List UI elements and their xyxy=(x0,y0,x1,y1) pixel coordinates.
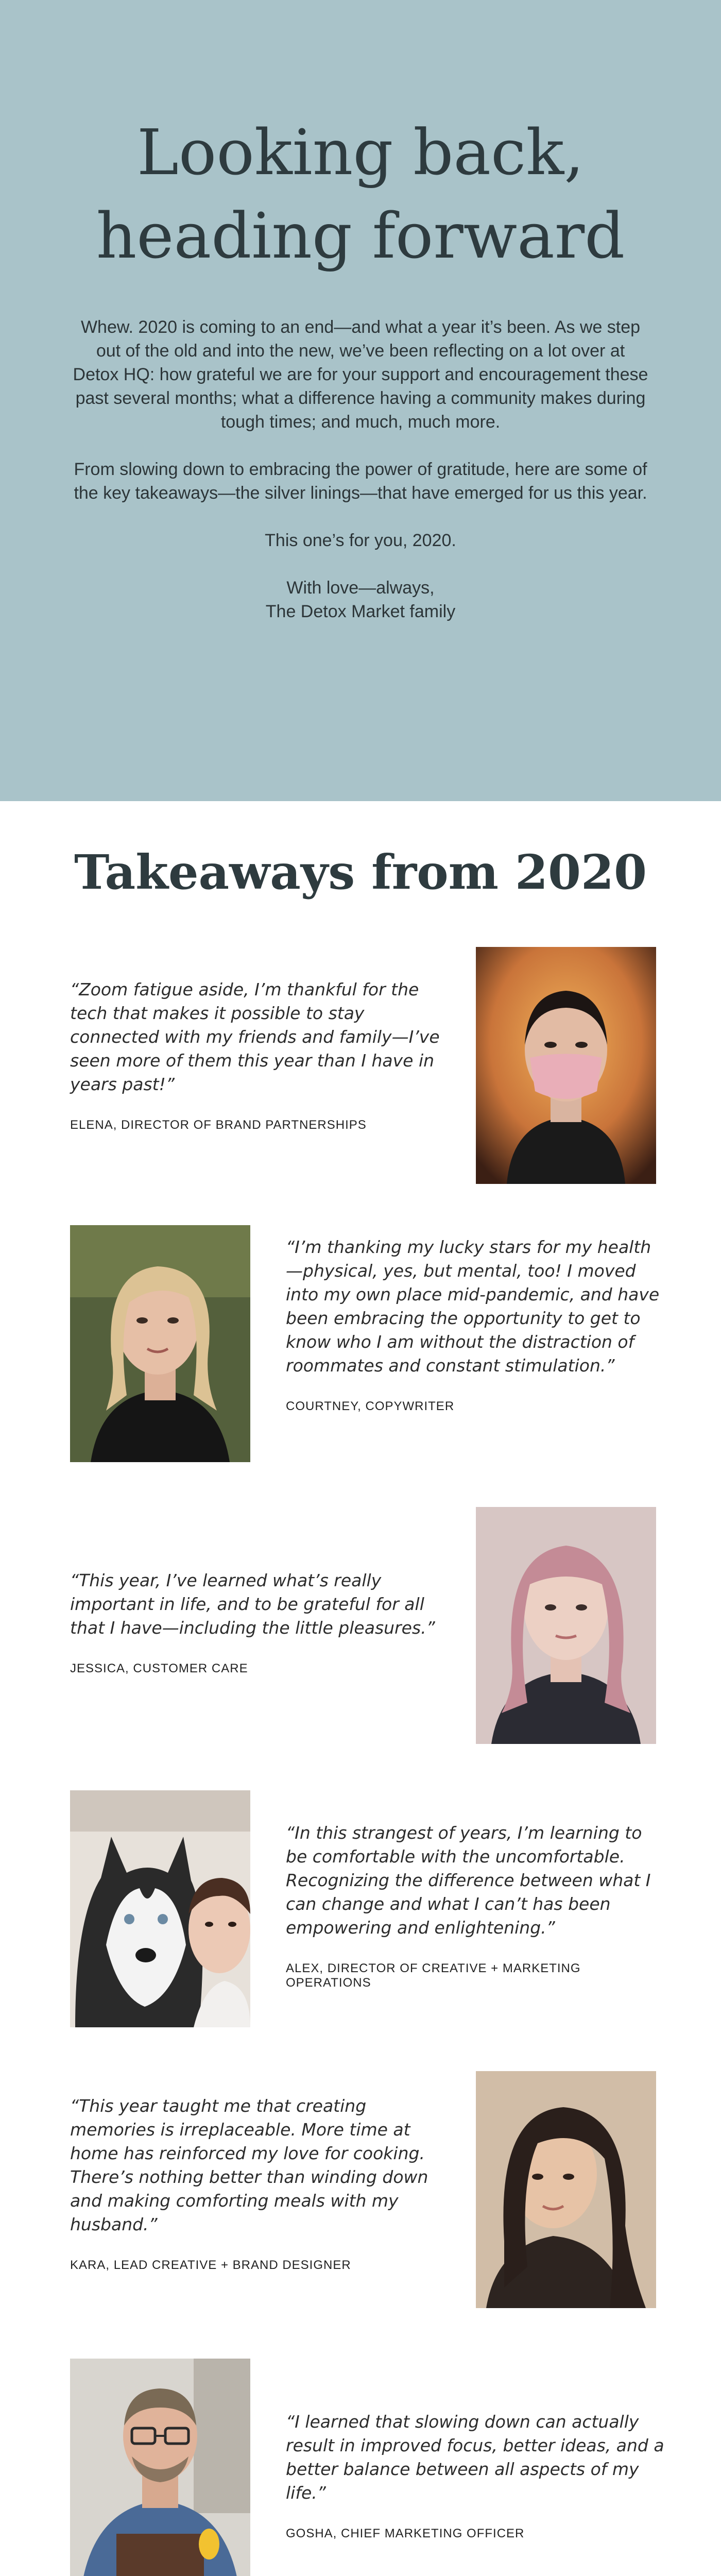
takeaway-text xyxy=(70,978,441,1132)
takeaway-quote: “Zoom fatigue aside, I’m thankful for the tech that makes it possible to stay connected with my friends and family—I’ve seen more of them this year than I have in years past!” xyxy=(70,979,440,1094)
takeaway-quote: “This year taught me that creating memories is irreplaceable. More time at home has reinforced my love for cooking. There’s nothing better than winding down and making comforting meals with my husband.” xyxy=(70,2096,428,2234)
portrait-photo xyxy=(70,1790,250,2027)
takeaway-text xyxy=(286,1235,667,1414)
hero-title-line2: heading forward xyxy=(96,199,625,273)
takeaway-quote: “In this strangest of years, I’m learning to be comfortable with the uncomfortable. Recognizing the difference between what I can change and what I can’t has been empowering and enlightening.” xyxy=(286,1823,651,1938)
takeaway-text xyxy=(286,1821,667,1990)
takeaway-author: ALEX, DIRECTOR OF CREATIVE + MARKETING OPERATIONS xyxy=(286,1961,581,1990)
takeaway-text xyxy=(70,1569,441,1676)
takeaway-quote: “I learned that slowing down can actually result in improved focus, better ideas, and a better balance between all aspects of my life.” xyxy=(286,2412,664,2503)
hero-title xyxy=(0,111,721,278)
takeaway-quote: “This year, I’ve learned what’s really important in life, and to be grateful for all that I have—including the little pleasures.” xyxy=(70,1570,435,1638)
takeaway-row xyxy=(0,947,721,1184)
takeaway-author: JESSICA, CUSTOMER CARE xyxy=(70,1662,248,1675)
portrait-photo xyxy=(476,1507,656,1744)
hero-paragraph-1: Whew. 2020 is coming to an end—and what a year it’s been. As we step out of the old and into the new, we’ve been reflecting on a lot over at Detox HQ: how grateful we are for your support and encouragement these past several months; what a difference having a community makes during tough times; and much, much more. xyxy=(73,317,648,432)
takeaway-author: ELENA, DIRECTOR OF BRAND PARTNERSHIPS xyxy=(70,1118,367,1132)
hero-paragraph-3: This one’s for you, 2020. xyxy=(265,531,456,550)
takeaway-row xyxy=(0,1790,721,2027)
takeaway-text xyxy=(286,2410,667,2541)
hero-body xyxy=(72,315,649,623)
takeaway-author: GOSHA, CHIEF MARKETING OFFICER xyxy=(286,2527,525,2540)
hero-paragraph-2: From slowing down to embracing the power of gratitude, here are some of the key takeaways—the silver linings—that have emerged for us this year. xyxy=(74,460,647,503)
portrait-photo xyxy=(476,2071,656,2308)
takeaway-row xyxy=(0,2359,721,2576)
hero-signature xyxy=(72,576,649,623)
signature-line-1: With love—always, xyxy=(286,578,435,598)
takeaway-quote: “I’m thanking my lucky stars for my health—physical, yes, but mental, too! I moved into my own place mid-pandemic, and have been embracing the opportunity to get to know who I am without the distraction of roommates and constant stimulation.” xyxy=(286,1237,660,1376)
takeaway-author: KARA, LEAD CREATIVE + BRAND DESIGNER xyxy=(70,2258,351,2272)
portrait-photo xyxy=(70,2359,250,2576)
signature-line-2: The Detox Market family xyxy=(265,602,456,621)
hero-title-line1: Looking back, xyxy=(136,116,585,189)
hero-section xyxy=(0,0,721,801)
takeaway-row xyxy=(0,2071,721,2308)
takeaway-text xyxy=(70,2094,441,2273)
portrait-photo xyxy=(476,947,656,1184)
takeaway-author: COURTNEY, COPYWRITER xyxy=(286,1399,455,1413)
takeaway-row xyxy=(0,1225,721,1462)
takeaway-row xyxy=(0,1507,721,1744)
portrait-photo xyxy=(70,1225,250,1462)
takeaways-title: Takeaways from 2020 xyxy=(74,844,647,900)
